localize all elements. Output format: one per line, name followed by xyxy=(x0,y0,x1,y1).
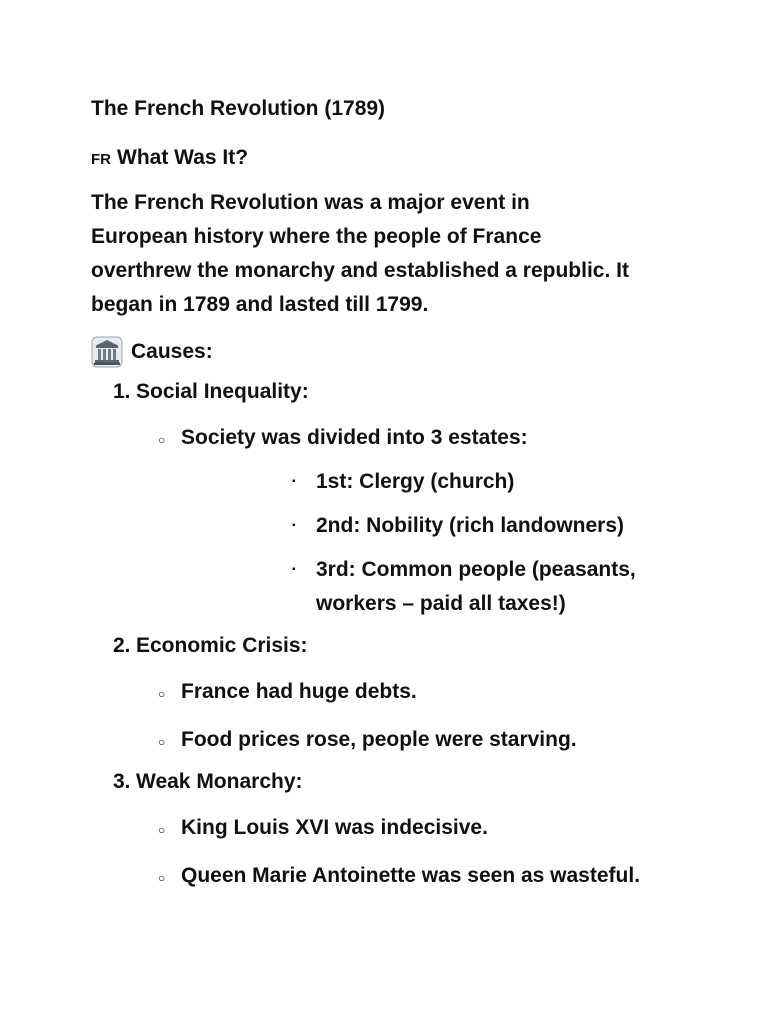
cause-point xyxy=(91,859,711,893)
what-heading xyxy=(91,141,711,175)
cause-point-text: Queen Marie Antoinette was seen as wasteful. xyxy=(181,864,641,887)
what-heading-label: What Was It? xyxy=(117,146,249,169)
cause-number: 2. xyxy=(113,634,131,657)
hollow-circle-bullet-icon: ○ xyxy=(158,735,166,749)
france-flag-icon: FR xyxy=(91,151,111,168)
square-bullet-icon: ▪ xyxy=(292,520,296,531)
cause-title-label: Economic Crisis: xyxy=(136,634,308,657)
cause-title xyxy=(113,631,711,661)
causes-heading-label: Causes: xyxy=(131,340,213,363)
estate-item xyxy=(181,553,716,621)
square-bullet-icon: ▪ xyxy=(292,476,296,487)
cause-item xyxy=(91,377,711,621)
cause-number: 3. xyxy=(113,770,131,793)
document-page xyxy=(91,94,711,893)
cause-title-label: Weak Monarchy: xyxy=(136,770,303,793)
estate-text: 3rd: Common people (peasants, workers – paid all taxes!) xyxy=(316,558,636,615)
cause-title xyxy=(113,377,711,407)
cause-points xyxy=(91,811,711,893)
cause-number: 1. xyxy=(113,380,131,403)
cause-item xyxy=(91,631,711,757)
hollow-circle-bullet-icon: ○ xyxy=(158,687,166,701)
cause-points xyxy=(91,675,711,757)
cause-title xyxy=(113,767,711,797)
cause-item xyxy=(91,767,711,893)
cause-title-label: Social Inequality: xyxy=(136,380,309,403)
cause-point xyxy=(91,675,711,709)
intro-paragraph: The French Revolution was a major event in European history where the people of France overthrew the monarchy and established a republic. It began in 1789 and lasted till 1799. xyxy=(91,191,629,316)
hollow-circle-bullet-icon: ○ xyxy=(158,871,166,885)
classical-building-icon xyxy=(91,336,123,368)
cause-point-text: Food prices rose, people were starving. xyxy=(181,728,577,751)
causes-list xyxy=(91,377,711,893)
square-bullet-icon: ▪ xyxy=(292,564,296,575)
cause-points xyxy=(91,421,711,621)
estate-list xyxy=(181,465,711,621)
cause-point xyxy=(91,723,711,757)
cause-point xyxy=(91,811,711,845)
cause-point-text: King Louis XVI was indecisive. xyxy=(181,816,488,839)
estate-item xyxy=(181,509,716,543)
hollow-circle-bullet-icon: ○ xyxy=(158,433,166,447)
estate-text: 2nd: Nobility (rich landowners) xyxy=(316,514,625,537)
estate-item xyxy=(181,465,716,499)
estate-text: 1st: Clergy (church) xyxy=(316,470,515,493)
hollow-circle-bullet-icon: ○ xyxy=(158,823,166,837)
cause-point-text: Society was divided into 3 estates: xyxy=(181,426,528,449)
causes-heading xyxy=(91,336,711,368)
page-title: The French Revolution (1789) xyxy=(91,97,386,120)
cause-point-text: France had huge debts. xyxy=(181,680,417,703)
cause-point xyxy=(91,421,711,621)
